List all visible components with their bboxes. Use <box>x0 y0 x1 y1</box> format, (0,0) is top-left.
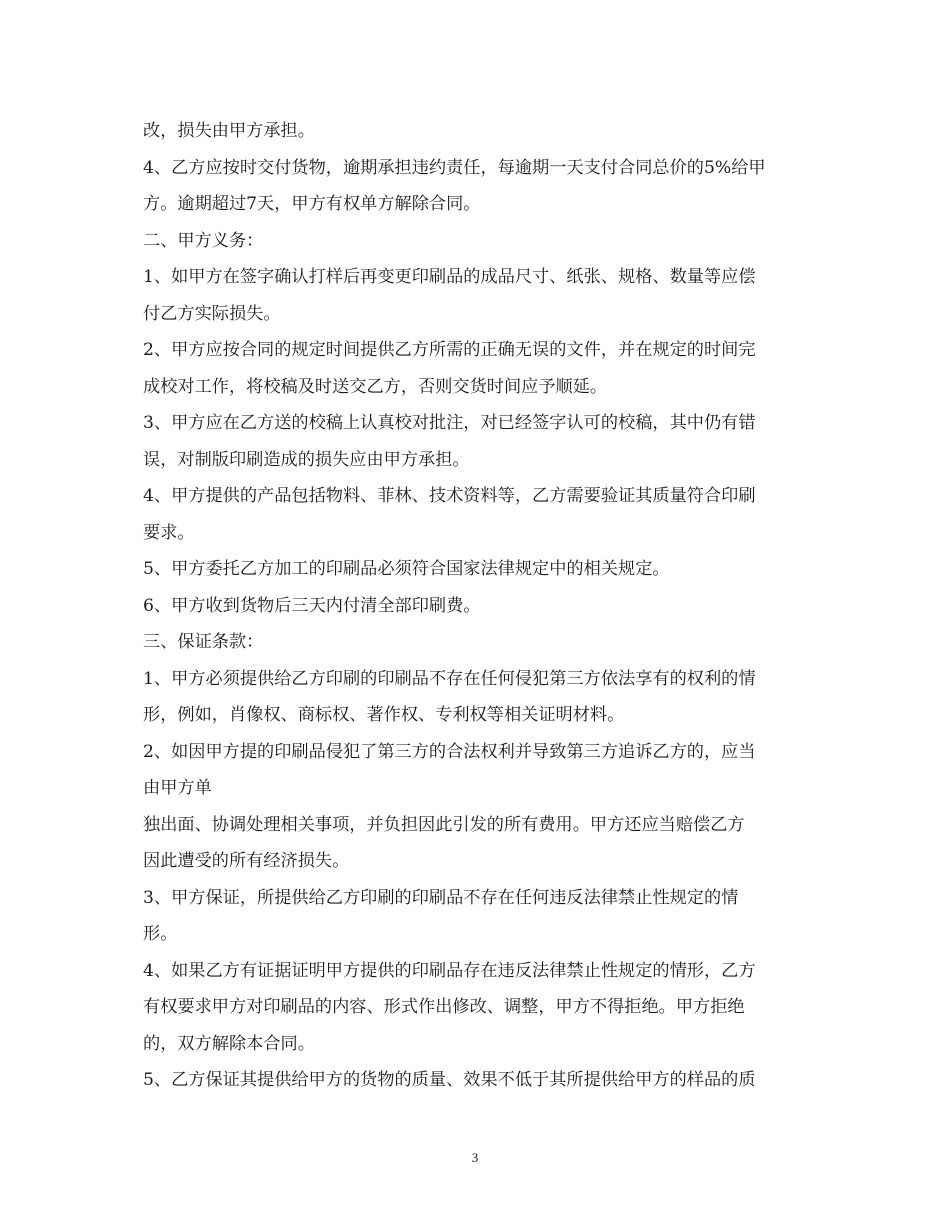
section-heading: 二、甲方义务： <box>143 230 264 251</box>
text-line: 2、甲方应按合同的规定时间提供乙方所需的正确无误的文件，并在规定的时间完 <box>143 340 756 360</box>
text-line: 独出面、协调处理相关事项，并负担因此引发的所有费用。甲方还应当赔偿乙方 <box>143 814 745 835</box>
text-line: 1、甲方必须提供给乙方印刷的印刷品不存在任何侵犯第三方依法享有的权利的情 <box>143 668 756 689</box>
text-line: 成校对工作，将校稿及时送交乙方，否则交货时间应予顺延。 <box>143 376 608 397</box>
text-line: 有权要求甲方对印刷品的内容、形式作出修改、调整，甲方不得拒绝。甲方拒绝 <box>143 997 745 1017</box>
text-line: 的，双方解除本合同。 <box>143 1033 315 1054</box>
document-body <box>143 113 813 1099</box>
text-line: 付乙方实际损失。 <box>143 303 281 324</box>
text-line: 3、甲方保证，所提供给乙方印刷的印刷品不存在任何违反法律禁止性规定的情 <box>143 887 739 908</box>
section-heading: 三、保证条款： <box>143 632 264 652</box>
text-line: 要求。 <box>143 522 195 543</box>
text-line: 6、甲方收到货物后三天内付清全部印刷费。 <box>143 595 481 616</box>
text-line: 5、甲方委托乙方加工的印刷品必须符合国家法律规定中的相关规定。 <box>143 559 670 579</box>
text-line: 改，损失由甲方承担。 <box>143 121 315 141</box>
text-line: 2、如因甲方提的印刷品侵犯了第三方的合法权利并导致第三方追诉乙方的，应当 <box>143 741 756 762</box>
text-line: 4、如果乙方有证据证明甲方提供的印刷品存在违反法律禁止性规定的情形，乙方 <box>143 960 756 981</box>
text-line: 3、甲方应在乙方送的校稿上认真校对批注，对已经签字认可的校稿，其中仍有错 <box>143 413 756 433</box>
text-line: 误，对制版印刷造成的损失应由甲方承担。 <box>143 449 470 470</box>
text-line: 形。 <box>143 924 178 944</box>
text-line: 由甲方单 <box>143 778 212 798</box>
text-line: 形，例如，肖像权、商标权、著作权、专利权等相关证明材料。 <box>143 705 625 725</box>
text-line: 4、乙方应按时交付货物，逾期承担违约责任，每逾期一天支付合同总价的5%给甲 <box>143 157 766 178</box>
text-line: 4、甲方提供的产品包括物料、菲林、技术资料等，乙方需要验证其质量符合印刷 <box>143 486 756 506</box>
page-number: 3 <box>471 1150 479 1165</box>
text-line: 因此遭受的所有经济损失。 <box>143 851 350 871</box>
text-line: 1、如甲方在签字确认打样后再变更印刷品的成品尺寸、纸张、规格、数量等应偿 <box>143 267 756 287</box>
text-line: 方。逾期超过7天，甲方有权单方解除合同。 <box>143 194 481 214</box>
text-line: 5、乙方保证其提供给甲方的货物的质量、效果不低于其所提供给甲方的样品的质 <box>143 1070 756 1090</box>
